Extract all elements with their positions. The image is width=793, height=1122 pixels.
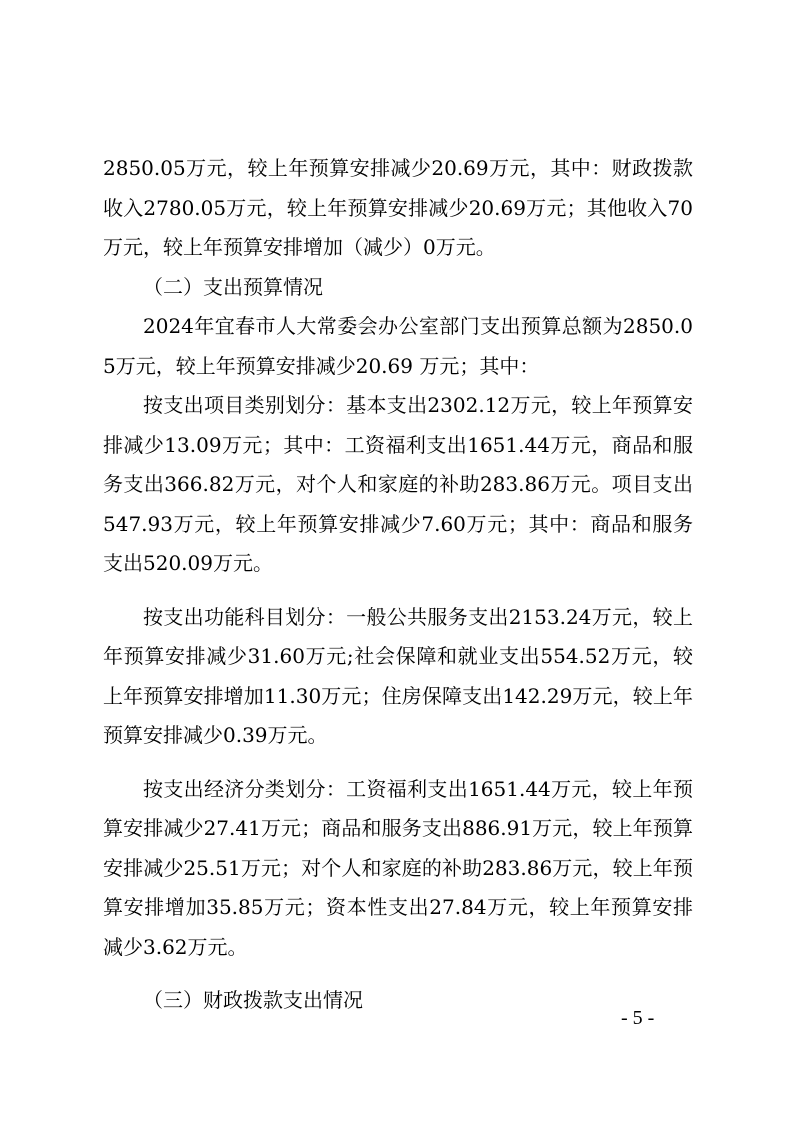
paragraph-by-function-subject: 按支出功能科目划分：一般公共服务支出2153.24万元，较上年预算安排减少31.60万元;社会保障和就业支出554.52万元，较上年预算安排增加11.30万元；住房保障支出142.29万元，较上年预算安排减少0.39万元。 <box>103 604 693 747</box>
paragraph-gap <box>103 967 693 981</box>
page-number: - 5 - <box>621 1007 655 1029</box>
paragraph-expenditure-total: 2024年宜春市人大常委会办公室部门支出预算总额为2850.05万元，较上年预算安排减少20.69 万元；其中： <box>103 314 693 378</box>
document-body <box>103 149 693 1021</box>
paragraph-gap <box>103 584 693 598</box>
section-heading-fiscal-appropriation: （三）财政拨款支出情况 <box>143 988 363 1012</box>
paragraph-revenue-summary: 2850.05万元，较上年预算安排减少20.69万元，其中：财政拨款收入2780.05万元，较上年预算安排减少20.69万元；其他收入70万元，较上年预算安排增加（减少）0万元。 <box>103 156 693 259</box>
paragraph-by-economic-classification: 按支出经济分类划分：工资福利支出1651.44万元，较上年预算安排减少27.41万元；商品和服务支出886.91万元，较上年预算安排减少25.51万元；对个人和家庭的补助283.86万元，较上年预算安排增加35.85万元；资本性支出27.84万元，较上年预算安排减少3.62万元。 <box>103 776 693 959</box>
paragraph-gap <box>103 756 693 770</box>
section-heading-expenditure-budget: （二）支出预算情况 <box>143 274 323 299</box>
paragraph-by-project-category: 按支出项目类别划分：基本支出2302.12万元，较上年预算安排减少13.09万元；其中：工资福利支出1651.44万元，商品和服务支出366.82万元，对个人和家庭的补助283.86万元。项目支出547.93万元，较上年预算安排减少7.60万元；其中：商品和服务支出520.09万元。 <box>103 393 693 575</box>
